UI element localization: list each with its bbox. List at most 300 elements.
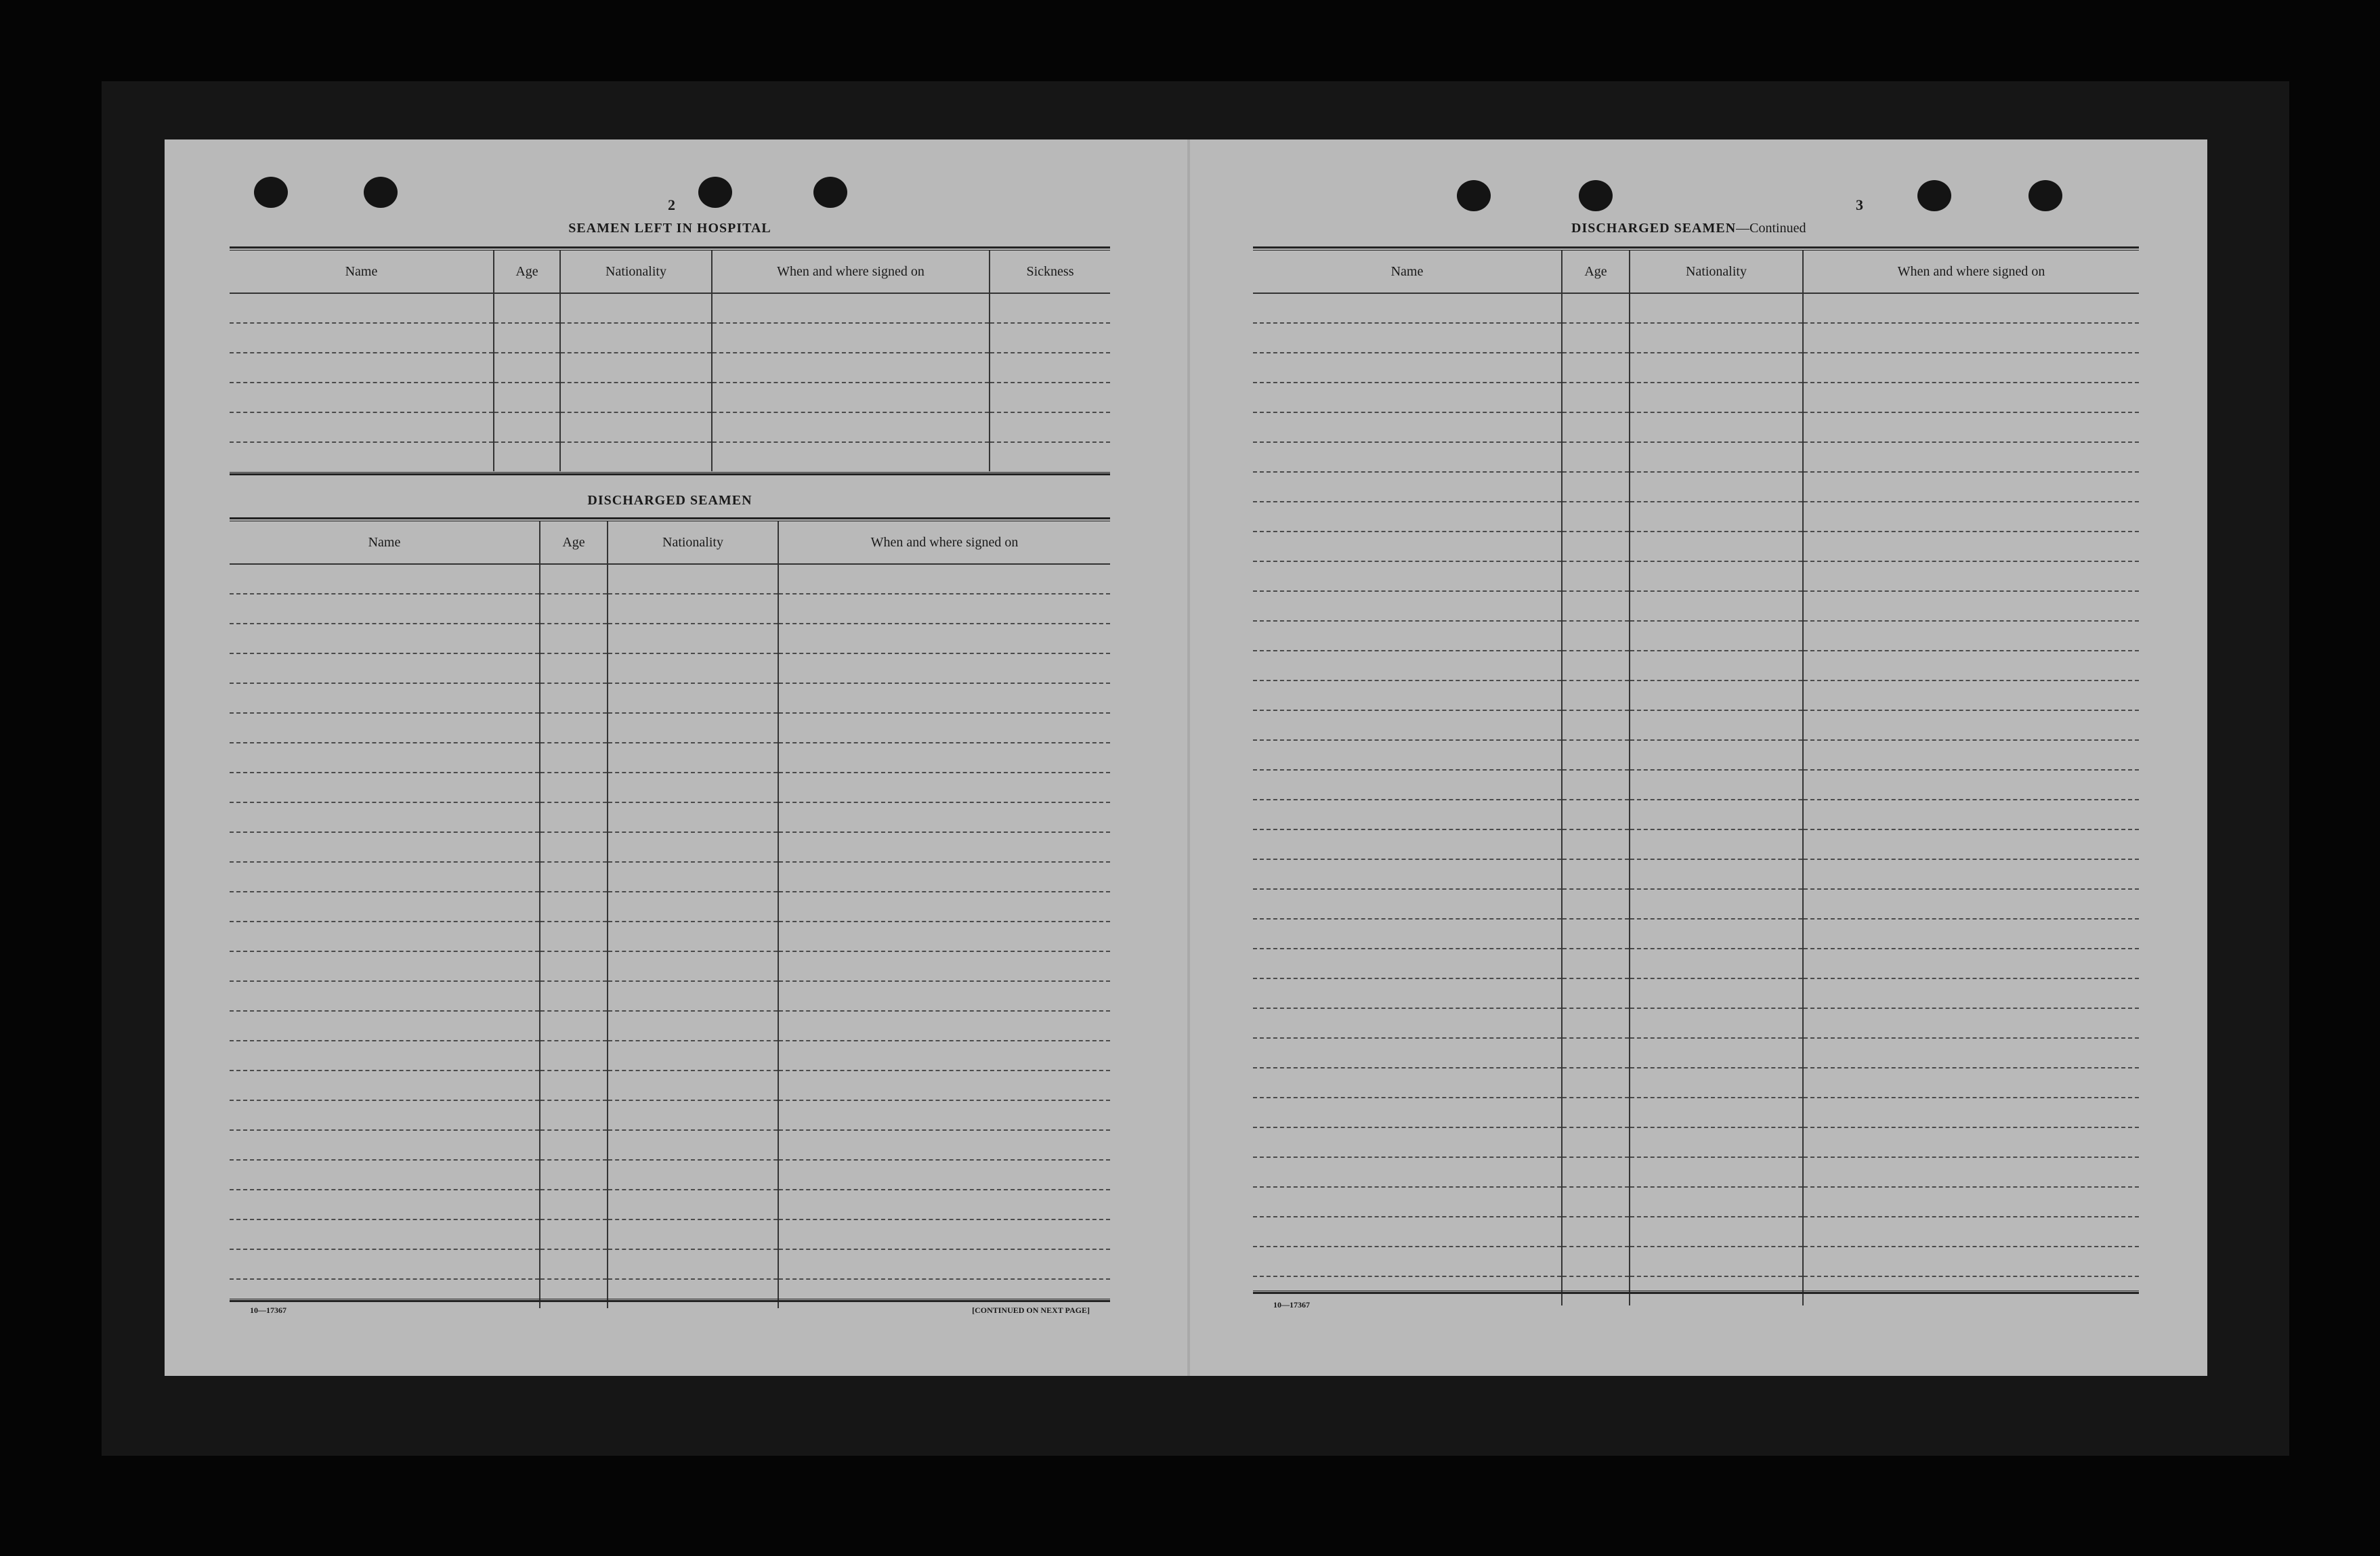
table-cell xyxy=(230,1041,540,1071)
table-cell xyxy=(1562,1247,1630,1276)
table-cell xyxy=(230,951,540,981)
table-cell xyxy=(1630,978,1803,1008)
table-cell xyxy=(608,653,778,683)
form-number: 10—17367 xyxy=(250,1305,286,1315)
table-cell xyxy=(230,1190,540,1219)
table-cell xyxy=(540,1041,608,1071)
table-row xyxy=(230,862,1110,892)
table-row xyxy=(1253,442,2139,472)
table-cell xyxy=(990,442,1110,471)
table-cell xyxy=(1630,293,1803,323)
table-cell xyxy=(1630,889,1803,919)
table-row xyxy=(230,1100,1110,1130)
table-cell xyxy=(540,1219,608,1249)
table-cell xyxy=(1630,591,1803,621)
table-cell xyxy=(608,564,778,594)
form-number: 10—17367 xyxy=(1273,1300,1310,1310)
table-cell xyxy=(560,383,712,412)
table-cell xyxy=(230,892,540,922)
table-cell xyxy=(230,1249,540,1279)
table-cell xyxy=(1803,859,2139,889)
table-row xyxy=(230,1011,1110,1041)
table-cell xyxy=(1630,621,1803,651)
table-cell xyxy=(1630,800,1803,829)
table-cell xyxy=(608,1160,778,1190)
column-header-signed-on: When and where signed on xyxy=(778,521,1110,564)
table-cell xyxy=(1253,1247,1562,1276)
table-cell xyxy=(1803,1157,2139,1187)
table-cell xyxy=(1253,710,1562,740)
table-row xyxy=(1253,1098,2139,1127)
table-row xyxy=(1253,651,2139,680)
table-cell xyxy=(540,1130,608,1160)
table-cell xyxy=(1562,651,1630,680)
table-cell xyxy=(1803,1038,2139,1068)
table-cell xyxy=(1562,472,1630,502)
table-cell xyxy=(778,1190,1110,1219)
table-cell xyxy=(540,564,608,594)
table-cell xyxy=(778,1011,1110,1041)
table-cell xyxy=(778,1130,1110,1160)
column-header-name: Name xyxy=(230,251,494,293)
table-cell xyxy=(1630,412,1803,442)
table-row xyxy=(1253,680,2139,710)
table-cell xyxy=(1562,383,1630,412)
discharged-continued-table-body xyxy=(1253,293,2139,1305)
table-cell xyxy=(230,1011,540,1041)
table-cell xyxy=(540,922,608,951)
table-cell xyxy=(1562,1008,1630,1038)
table-row xyxy=(230,293,1110,323)
table-cell xyxy=(540,624,608,653)
table-cell xyxy=(230,293,494,323)
right-page xyxy=(1253,139,2139,1376)
table-row xyxy=(1253,859,2139,889)
table-cell xyxy=(608,1100,778,1130)
continued-note: [CONTINUED ON NEXT PAGE] xyxy=(972,1305,1090,1315)
table-cell xyxy=(1630,323,1803,353)
table-cell xyxy=(560,293,712,323)
table-cell xyxy=(1803,323,2139,353)
hospital-table-body xyxy=(230,293,1110,471)
table-cell xyxy=(540,951,608,981)
table-cell xyxy=(608,1130,778,1160)
table-cell xyxy=(1630,1008,1803,1038)
table-cell xyxy=(1562,919,1630,949)
table-cell xyxy=(540,594,608,624)
table-cell xyxy=(1803,532,2139,561)
table-cell xyxy=(608,802,778,832)
table-cell xyxy=(608,892,778,922)
table-cell xyxy=(1630,1127,1803,1157)
table-row xyxy=(1253,1187,2139,1217)
table-cell xyxy=(1562,1187,1630,1217)
table-cell xyxy=(230,653,540,683)
table-row xyxy=(1253,591,2139,621)
table-cell xyxy=(1803,502,2139,532)
table-row xyxy=(230,951,1110,981)
table-cell xyxy=(608,832,778,862)
table-cell xyxy=(1253,621,1562,651)
table-cell xyxy=(1803,710,2139,740)
table-cell xyxy=(1253,412,1562,442)
table-cell xyxy=(1562,412,1630,442)
table-cell xyxy=(990,323,1110,353)
table-cell xyxy=(230,862,540,892)
table-row xyxy=(230,383,1110,412)
table-cell xyxy=(560,412,712,442)
table-cell xyxy=(1253,859,1562,889)
table-cell xyxy=(1562,1127,1630,1157)
table-row xyxy=(1253,502,2139,532)
table-cell xyxy=(540,1160,608,1190)
scan-border-right xyxy=(2289,0,2380,1556)
table-cell xyxy=(1562,621,1630,651)
table-row xyxy=(230,353,1110,383)
table-cell xyxy=(1562,889,1630,919)
table-cell xyxy=(230,1130,540,1160)
table-row xyxy=(230,1219,1110,1249)
table-cell xyxy=(1630,1217,1803,1247)
table-cell xyxy=(1803,740,2139,770)
scan-border-top xyxy=(0,0,2380,81)
table-row xyxy=(230,773,1110,802)
hospital-bottom-rule xyxy=(230,472,1110,475)
table-cell xyxy=(1630,442,1803,472)
table-cell xyxy=(540,683,608,713)
table-cell xyxy=(494,442,560,471)
table-cell xyxy=(1803,412,2139,442)
column-header-age: Age xyxy=(540,521,608,564)
table-row xyxy=(1253,949,2139,978)
table-cell xyxy=(494,412,560,442)
table-cell xyxy=(778,1041,1110,1071)
table-cell xyxy=(1253,1008,1562,1038)
table-row xyxy=(1253,919,2139,949)
table-cell xyxy=(540,1100,608,1130)
table-cell xyxy=(1630,680,1803,710)
table-cell xyxy=(230,412,494,442)
table-cell xyxy=(1630,1247,1803,1276)
table-cell xyxy=(778,624,1110,653)
column-header-name: Name xyxy=(230,521,540,564)
table-cell xyxy=(560,442,712,471)
table-cell xyxy=(1253,323,1562,353)
table-cell xyxy=(1562,442,1630,472)
table-cell xyxy=(230,1100,540,1130)
table-cell xyxy=(778,653,1110,683)
table-cell xyxy=(1562,829,1630,859)
table-cell xyxy=(1562,800,1630,829)
table-cell xyxy=(1562,561,1630,591)
table-cell xyxy=(778,922,1110,951)
table-row xyxy=(230,1041,1110,1071)
table-cell xyxy=(1253,383,1562,412)
table-row xyxy=(1253,383,2139,412)
table-cell xyxy=(1803,1217,2139,1247)
table-cell xyxy=(540,1071,608,1100)
section-title-suffix: —Continued xyxy=(1736,221,1806,236)
column-header-name: Name xyxy=(1253,251,1562,293)
table-cell xyxy=(1630,383,1803,412)
table-row xyxy=(230,981,1110,1011)
table-row xyxy=(230,1071,1110,1100)
table-cell xyxy=(1562,591,1630,621)
table-cell xyxy=(1253,1098,1562,1127)
table-row xyxy=(1253,1157,2139,1187)
table-cell xyxy=(230,1071,540,1100)
discharged-table xyxy=(230,521,1110,1308)
table-cell xyxy=(230,624,540,653)
table-cell xyxy=(1803,829,2139,859)
hospital-section-title: SEAMEN LEFT IN HOSPITAL xyxy=(568,221,771,236)
discharged-table-body xyxy=(230,564,1110,1308)
table-cell xyxy=(230,323,494,353)
table-cell xyxy=(1253,740,1562,770)
table-cell xyxy=(1253,591,1562,621)
table-cell xyxy=(540,1279,608,1308)
table-cell xyxy=(608,624,778,653)
table-cell xyxy=(778,773,1110,802)
column-header-age: Age xyxy=(494,251,560,293)
table-cell xyxy=(1630,740,1803,770)
page-bottom-rule xyxy=(1253,1291,2139,1294)
discharged-table-header xyxy=(230,521,1110,564)
table-cell xyxy=(1253,829,1562,859)
table-cell xyxy=(1803,949,2139,978)
table-cell xyxy=(1630,532,1803,561)
table-cell xyxy=(1562,770,1630,800)
table-cell xyxy=(540,892,608,922)
table-cell xyxy=(540,713,608,743)
table-row xyxy=(1253,800,2139,829)
table-row xyxy=(1253,1247,2139,1276)
table-cell xyxy=(778,1071,1110,1100)
table-cell xyxy=(494,293,560,323)
table-cell xyxy=(1803,591,2139,621)
table-cell xyxy=(608,1190,778,1219)
table-cell xyxy=(1630,949,1803,978)
table-row xyxy=(1253,561,2139,591)
table-cell xyxy=(778,713,1110,743)
table-cell xyxy=(1803,919,2139,949)
table-cell xyxy=(540,832,608,862)
table-cell xyxy=(778,1100,1110,1130)
scan-border-left xyxy=(0,0,102,1556)
table-cell xyxy=(1803,651,2139,680)
table-cell xyxy=(230,773,540,802)
column-header-sickness: Sickness xyxy=(990,251,1110,293)
page-number: 2 xyxy=(668,196,675,213)
discharged-table-header xyxy=(1253,251,2139,293)
table-cell xyxy=(712,293,990,323)
table-cell xyxy=(1562,978,1630,1008)
table-cell xyxy=(1253,293,1562,323)
table-cell xyxy=(1562,323,1630,353)
column-header-signed-on: When and where signed on xyxy=(712,251,990,293)
table-cell xyxy=(540,862,608,892)
table-cell xyxy=(990,383,1110,412)
table-cell xyxy=(778,951,1110,981)
table-row xyxy=(230,802,1110,832)
hospital-table-header xyxy=(230,251,1110,293)
table-row xyxy=(230,564,1110,594)
table-cell xyxy=(1803,1247,2139,1276)
table-cell xyxy=(778,743,1110,773)
table-cell xyxy=(1562,502,1630,532)
table-cell xyxy=(1562,1217,1630,1247)
center-fold xyxy=(1187,139,1190,1376)
table-cell xyxy=(230,713,540,743)
table-row xyxy=(230,412,1110,442)
table-cell xyxy=(1630,561,1803,591)
table-cell xyxy=(1253,532,1562,561)
table-cell xyxy=(1630,919,1803,949)
table-cell xyxy=(230,442,494,471)
table-cell xyxy=(1253,561,1562,591)
table-cell xyxy=(1253,472,1562,502)
table-cell xyxy=(1253,978,1562,1008)
table-cell xyxy=(230,383,494,412)
document-sheet xyxy=(165,139,2207,1376)
column-header-nationality: Nationality xyxy=(560,251,712,293)
table-row xyxy=(1253,532,2139,561)
page-number: 3 xyxy=(1856,196,1863,213)
table-row xyxy=(1253,1217,2139,1247)
table-row xyxy=(230,1279,1110,1308)
table-row xyxy=(1253,1068,2139,1098)
table-cell xyxy=(1253,353,1562,383)
table-cell xyxy=(1253,1127,1562,1157)
table-cell xyxy=(230,683,540,713)
table-cell xyxy=(1253,1187,1562,1217)
table-cell xyxy=(1562,680,1630,710)
table-cell xyxy=(1562,740,1630,770)
section-title-main: DISCHARGED SEAMEN xyxy=(1571,221,1737,236)
table-row xyxy=(230,1249,1110,1279)
table-cell xyxy=(1562,1157,1630,1187)
table-cell xyxy=(778,1279,1110,1308)
table-cell xyxy=(1253,502,1562,532)
table-cell xyxy=(1253,800,1562,829)
table-cell xyxy=(1630,651,1803,680)
table-row xyxy=(230,713,1110,743)
table-cell xyxy=(560,353,712,383)
table-row xyxy=(230,1130,1110,1160)
table-cell xyxy=(1803,1127,2139,1157)
table-cell xyxy=(778,1219,1110,1249)
column-header-signed-on: When and where signed on xyxy=(1803,251,2139,293)
table-row xyxy=(1253,889,2139,919)
table-row xyxy=(1253,829,2139,859)
column-header-age: Age xyxy=(1562,251,1630,293)
table-row xyxy=(1253,770,2139,800)
table-cell xyxy=(540,1190,608,1219)
table-cell xyxy=(560,323,712,353)
table-cell xyxy=(1803,1187,2139,1217)
table-cell xyxy=(608,981,778,1011)
scan-border-bottom xyxy=(0,1456,2380,1556)
table-cell xyxy=(1803,293,2139,323)
table-cell xyxy=(540,743,608,773)
table-cell xyxy=(778,594,1110,624)
table-cell xyxy=(1803,472,2139,502)
discharged-section-title: DISCHARGED SEAMEN xyxy=(587,493,752,508)
table-cell xyxy=(608,1071,778,1100)
table-row xyxy=(230,594,1110,624)
table-cell xyxy=(1630,1038,1803,1068)
table-cell xyxy=(1630,1187,1803,1217)
table-row xyxy=(230,442,1110,471)
table-cell xyxy=(1630,1157,1803,1187)
table-cell xyxy=(990,353,1110,383)
table-cell xyxy=(712,353,990,383)
table-cell xyxy=(608,922,778,951)
table-row xyxy=(1253,323,2139,353)
column-header-nationality: Nationality xyxy=(1630,251,1803,293)
table-cell xyxy=(1803,1008,2139,1038)
table-cell xyxy=(608,594,778,624)
table-cell xyxy=(608,713,778,743)
table-cell xyxy=(1630,710,1803,740)
table-cell xyxy=(1630,353,1803,383)
table-cell xyxy=(230,922,540,951)
table-cell xyxy=(230,802,540,832)
table-cell xyxy=(712,412,990,442)
table-row xyxy=(1253,472,2139,502)
table-cell xyxy=(778,981,1110,1011)
table-cell xyxy=(778,683,1110,713)
table-cell xyxy=(1253,680,1562,710)
table-cell xyxy=(1562,293,1630,323)
table-cell xyxy=(1253,651,1562,680)
table-cell xyxy=(1803,800,2139,829)
table-cell xyxy=(1803,680,2139,710)
table-cell xyxy=(1630,770,1803,800)
table-cell xyxy=(540,802,608,832)
table-cell xyxy=(712,323,990,353)
table-cell xyxy=(608,683,778,713)
table-cell xyxy=(1803,978,2139,1008)
table-cell xyxy=(608,1219,778,1249)
table-row xyxy=(1253,1038,2139,1068)
table-cell xyxy=(778,1160,1110,1190)
table-cell xyxy=(230,1160,540,1190)
table-cell xyxy=(778,802,1110,832)
table-cell xyxy=(1253,889,1562,919)
table-cell xyxy=(1803,383,2139,412)
table-cell xyxy=(1253,1068,1562,1098)
table-cell xyxy=(230,981,540,1011)
table-cell xyxy=(1562,859,1630,889)
table-cell xyxy=(1630,859,1803,889)
table-cell xyxy=(1562,1068,1630,1098)
table-row xyxy=(1253,1008,2139,1038)
table-row xyxy=(1253,740,2139,770)
table-row xyxy=(1253,1127,2139,1157)
table-cell xyxy=(540,1249,608,1279)
table-cell xyxy=(778,892,1110,922)
table-cell xyxy=(540,773,608,802)
table-row xyxy=(1253,621,2139,651)
table-cell xyxy=(1803,889,2139,919)
table-row xyxy=(1253,978,2139,1008)
table-row xyxy=(230,1190,1110,1219)
table-row xyxy=(230,832,1110,862)
table-cell xyxy=(990,412,1110,442)
table-cell xyxy=(1562,532,1630,561)
table-row xyxy=(1253,353,2139,383)
